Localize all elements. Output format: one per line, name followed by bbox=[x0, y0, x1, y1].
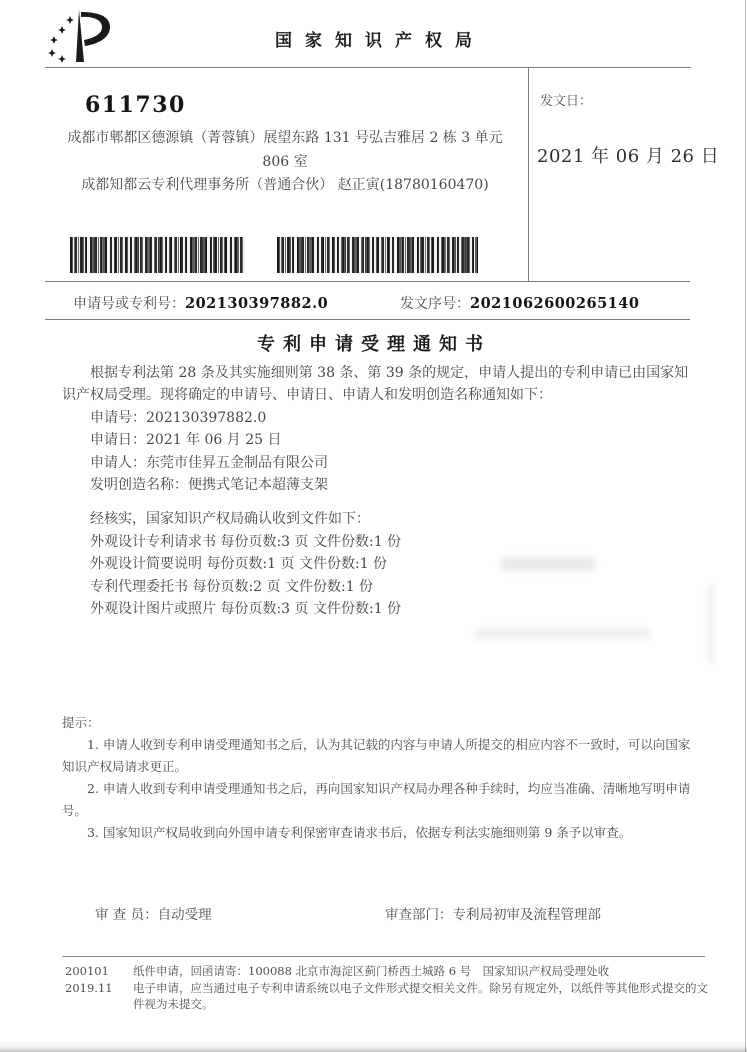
page-edge-right bbox=[745, 0, 746, 1052]
recipient-address-line1: 成都市郫都区德源镇（菁蓉镇）展望东路 131 号弘吉雅居 2 栋 3 单元 bbox=[67, 130, 503, 146]
application-number-label: 申请号或专利号： bbox=[73, 296, 185, 312]
department-label: 审查部门： bbox=[385, 907, 453, 923]
numbers-divider bbox=[45, 319, 690, 320]
barcode-divider bbox=[45, 281, 690, 282]
examiner-row bbox=[95, 903, 212, 923]
footer-notes bbox=[65, 963, 715, 1013]
postal-code: 611730 bbox=[85, 92, 186, 118]
document-item: 外观设计图片或照片 每份页数:3 页 文件份数:1 份 bbox=[90, 601, 402, 618]
field-label: 申请日： bbox=[90, 432, 146, 449]
field-label: 申请人： bbox=[90, 454, 146, 471]
field-value: 便携式笔记本超薄支架 bbox=[188, 477, 328, 494]
hints-title: 提示： bbox=[62, 715, 100, 730]
document-item: 外观设计简要说明 每份页数:1 页 文件份数:1 份 bbox=[90, 556, 388, 573]
barcode-serial bbox=[277, 237, 478, 273]
field-invention-title bbox=[62, 474, 690, 496]
document-item: 专利代理委托书 每份页数:2 页 文件份数:1 份 bbox=[90, 578, 374, 595]
hint-item: 3. 国家知识产权局收到向外国申请专利保密审查请求书后，依据专利法实施细则第 9 条予以审查。 bbox=[87, 825, 632, 840]
serial-number-value: 2021062600265140 bbox=[470, 295, 640, 312]
application-number-value: 202130397882.0 bbox=[185, 295, 329, 312]
department-value: 专利局初审及流程管理部 bbox=[452, 907, 601, 923]
serial-number-row bbox=[400, 293, 639, 313]
intro-paragraph: 根据专利法第 28 条及其实施细则第 38 条、第 39 条的规定，申请人提出的专利申请已由国家知识产权局受理。现将确定的申请号、申请日、申请人和发明创造名称通知如下： bbox=[62, 365, 689, 404]
department-row bbox=[385, 903, 601, 923]
agent-line: 成都知都云专利代理事务所（普通合伙） 赵正寅(18780160470) bbox=[81, 177, 489, 193]
footer-text: 纸件申请，回函请寄：100088 北京市海淀区蓟门桥西土城路 6 号 国家知识产权局受理处收 bbox=[133, 964, 610, 978]
dispatch-date-value: 2021 年 06 月 26 日 bbox=[537, 146, 720, 167]
field-value: 202130397882.0 bbox=[146, 409, 267, 426]
field-application-no bbox=[62, 407, 690, 429]
field-value: 东莞市佳昇五金制品有限公司 bbox=[146, 454, 328, 471]
footer-row bbox=[65, 963, 715, 980]
footer-code: 2019.11 bbox=[65, 980, 113, 995]
footer-row bbox=[65, 980, 715, 1013]
confirm-line: 经核实，国家知识产权局确认收到文件如下： bbox=[90, 511, 370, 528]
dispatch-box-border bbox=[528, 67, 529, 281]
scan-artifact bbox=[707, 585, 714, 663]
page-edge-bottom bbox=[0, 1040, 747, 1052]
field-applicant bbox=[62, 452, 690, 474]
footer-code: 200101 bbox=[65, 964, 109, 978]
serial-number-label: 发文序号： bbox=[400, 296, 470, 312]
notice-title: 专利申请受理通知书 bbox=[257, 334, 491, 355]
field-label: 申请号： bbox=[90, 409, 146, 426]
notice-body bbox=[62, 362, 690, 620]
hints-section bbox=[62, 712, 695, 844]
field-label: 发明创造名称： bbox=[90, 477, 188, 494]
header-divider bbox=[45, 67, 691, 68]
examiner-label: 审 查 员： bbox=[95, 907, 158, 923]
examiner-value: 自动受理 bbox=[157, 907, 212, 923]
field-application-date bbox=[62, 429, 690, 451]
dispatch-date-label: 发文日： bbox=[540, 94, 593, 109]
application-number-row bbox=[73, 293, 328, 313]
barcode-application bbox=[70, 237, 245, 273]
agency-title: 国家知识产权局 bbox=[275, 31, 485, 51]
hint-item: 1. 申请人收到专利申请受理通知书之后，认为其记载的内容与申请人所提交的相应内容不一致时，可以向国家知识产权局请求更正。 bbox=[62, 737, 691, 774]
document-item: 外观设计专利请求书 每份页数:3 页 文件份数:1 份 bbox=[90, 533, 402, 550]
hint-item: 2. 申请人收到专利申请受理通知书之后，再向国家知识产权局办理各种手续时，均应当准确、清晰地写明申请号。 bbox=[62, 781, 691, 818]
scan-artifact bbox=[475, 628, 650, 639]
field-value: 2021 年 06 月 25 日 bbox=[146, 432, 282, 449]
footer-divider bbox=[62, 956, 705, 957]
footer-text: 电子申请，应当通过电子专利申请系统以电子文件形式提交相关文件。除另有规定外，以纸件等其他形式提交的文件视为未提交。 bbox=[133, 980, 708, 1011]
recipient-address-line2: 806 室 bbox=[262, 154, 308, 170]
